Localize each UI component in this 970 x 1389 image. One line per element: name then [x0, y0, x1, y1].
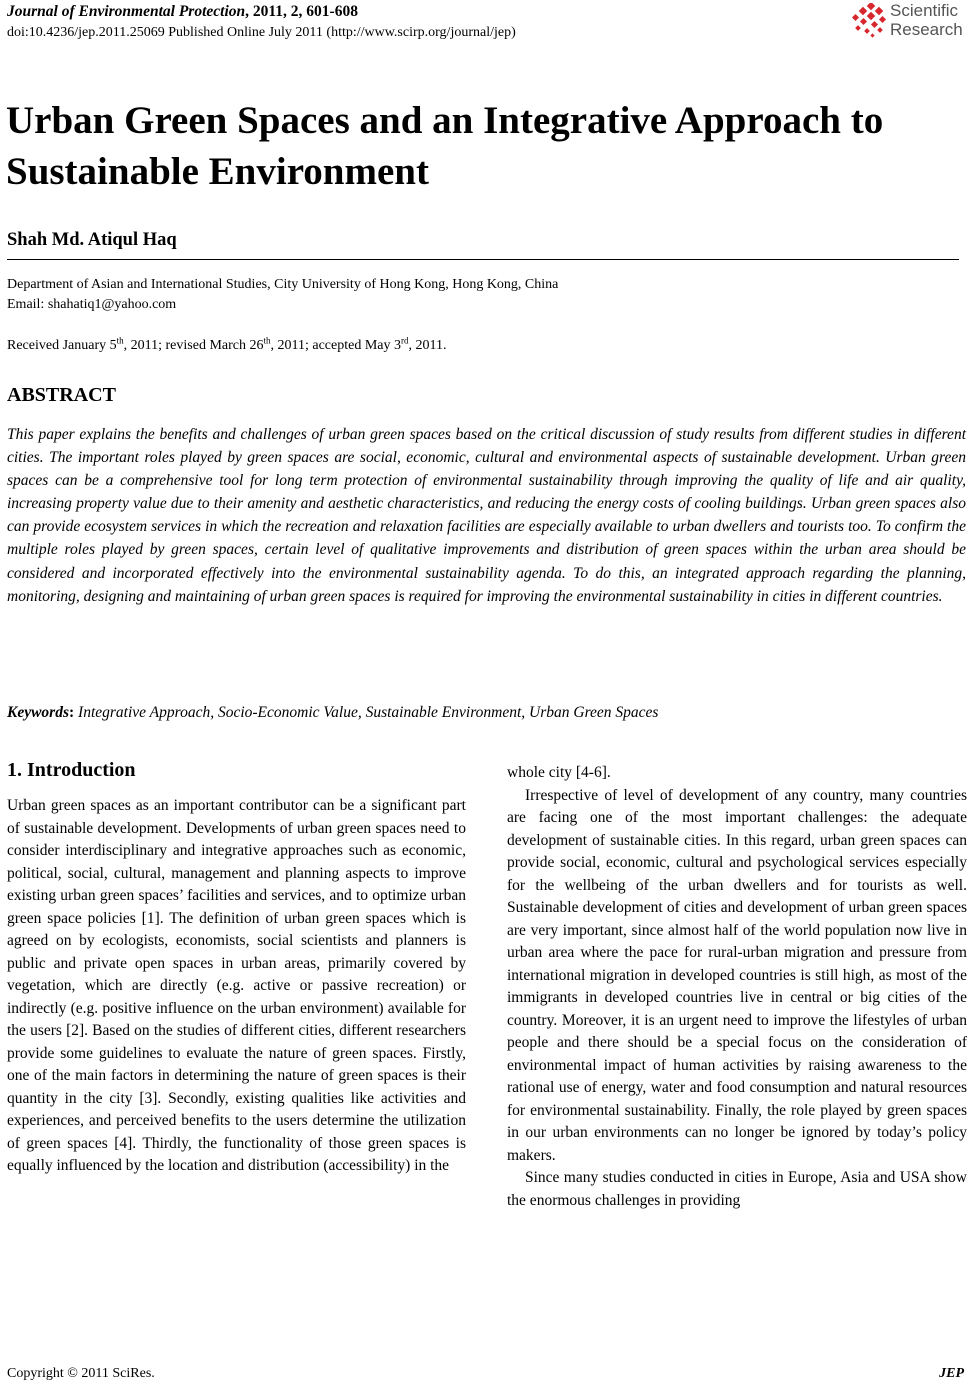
received-text-2: , 2011; revised March 26 — [123, 338, 264, 353]
received-sup-2: th — [263, 335, 271, 346]
affiliation: Department of Asian and International Studies, City University of Hong Kong, Hong Kong, China — [7, 277, 559, 292]
email: Email: shahatiq1@yahoo.com — [7, 297, 177, 312]
author-divider — [7, 259, 959, 260]
abstract-text: This paper explains the benefits and challenges of urban green spaces based on the critical discussion of study results from different studies in different cities. The important roles played by green spaces are social, economic, cultural and environmental aspects of sustainable development. Urban green spaces can be a comprehensive tool for long term protection of environmental sustainability through improving the quality of life and air quality, increasing property value due to their amenity and aesthetic characteristics, and reducing the energy costs of cooling buildings. Urban green spaces also can provide ecosystem services in which the recreation and relaxation facilities are especially available to urban dwellers and tourists too. To confirm the multiple roles played by green spaces, certain level of qualitative improvements and distribution of green spaces within the urban area should be considered and incorporated effectively into the environmental sustainability agenda. To do this, an integrated approach regarding the planning, monitoring, designing and maintaining of urban green spaces is required for improving the environmental sustainability in cities in different countries. — [7, 426, 966, 605]
received-text-1: Received January 5 — [7, 338, 117, 353]
journal-name: Journal of Environmental Protection — [7, 3, 246, 20]
received-text-3: , 2011; accepted May 3 — [270, 338, 401, 353]
received-sup-1: th — [116, 335, 124, 346]
received-text-4: , 2011. — [408, 338, 447, 353]
keywords-list: Integrative Approach, Socio-Economic Value, Sustainable Environment, Urban Green Spaces — [78, 704, 659, 721]
footer-copyright: Copyright © 2011 SciRes. — [7, 1366, 155, 1381]
keywords: Keywords: Integrative Approach, Socio-Economic Value, Sustainable Environment, Urban Green Spaces — [7, 704, 659, 721]
doi-line: doi:10.4236/jep.2011.25069 Published Online July 2011 (http://www.scirp.org/journal/jep) — [7, 25, 516, 40]
body-paragraph: Urban green spaces as an important contributor can be a significant part of sustainable development. Developments of urban green spaces need to consider interdisciplinary and integrative approaches such as economic, political, social, cultural, management and planning aspects to improve existing urban green spaces’ facilities and services, and to optimize urban green space policies [1]. The definition of urban green spaces which is agreed on by ecologists, economists, social scientists and planners is public and private open spaces in urban areas, primarily covered by vegetation, which are directly (e.g. active or passive recreation) or indirectly (e.g. positive influence on the urban environment) available for the users [2]. Based on the studies of different cities, different researchers provide some guidelines to evaluate the nature of green spaces. Firstly, one of the main factors in determining the nature of green spaces is their quantity in the city [3]. Secondly, existing qualities like activities and experiences, and perceived benefits to the users determine the utilization of green spaces [4]. Thirdly, the functionality of those green spaces is equally influenced by the location and distribution (accessibility) in the — [7, 797, 466, 1174]
received-dates — [7, 336, 446, 355]
logo-text — [890, 1, 963, 39]
journal-volume: , 2011, 2, 601-608 — [245, 3, 358, 20]
logo-line-2: Research — [890, 20, 963, 39]
paper-title: Urban Green Spaces and an Integrative Approach to Sustainable Environment — [6, 99, 884, 193]
body-paragraph: Since many studies conducted in cities in Europe, Asia and USA show the enormous challenges in providing — [507, 1169, 967, 1209]
keywords-label: Keywords — [7, 704, 69, 721]
right-column — [507, 762, 967, 1212]
journal-citation — [7, 3, 358, 21]
left-column — [7, 795, 466, 1178]
publisher-logo — [852, 1, 970, 41]
body-paragraph: Irrespective of level of development of any country, many countries are facing one of the most important challenges: the adequate development of sustainable cities. In this regard, urban green spaces can provide social, economic, cultural and psychological services especially for the wellbeing of the urban dwellers and for tourists as well. Sustainable development of cities and development of urban green spaces are very important, since almost half of the world population now live in urban area where the pace for rural-urban migration and pressure from international migration in developed countries is still high, as most of the immigrants in developed countries live in central or big cities of the country. Moreover, it is an urgent need to improve the lifestyles of urban people and there should be a special focus on the consideration of environmental impact of human activities by raising awareness to the rational use of energy, water and food consumption and natural resources for environmental sustainability. Finally, the role played by green spaces in our urban environments can no longer be ignored by today’s policy makers. — [507, 786, 967, 1164]
abstract-heading: ABSTRACT — [7, 384, 116, 406]
body-paragraph: whole city [4-6]. — [507, 764, 611, 781]
logo-dots-icon — [852, 3, 888, 39]
received-sup-3: rd — [401, 335, 409, 346]
logo-line-1: Scientific — [890, 1, 959, 20]
section-heading-introduction: 1. Introduction — [7, 759, 136, 781]
author-name: Shah Md. Atiqul Haq — [7, 230, 177, 250]
footer-journal-abbr: JEP — [939, 1366, 964, 1381]
